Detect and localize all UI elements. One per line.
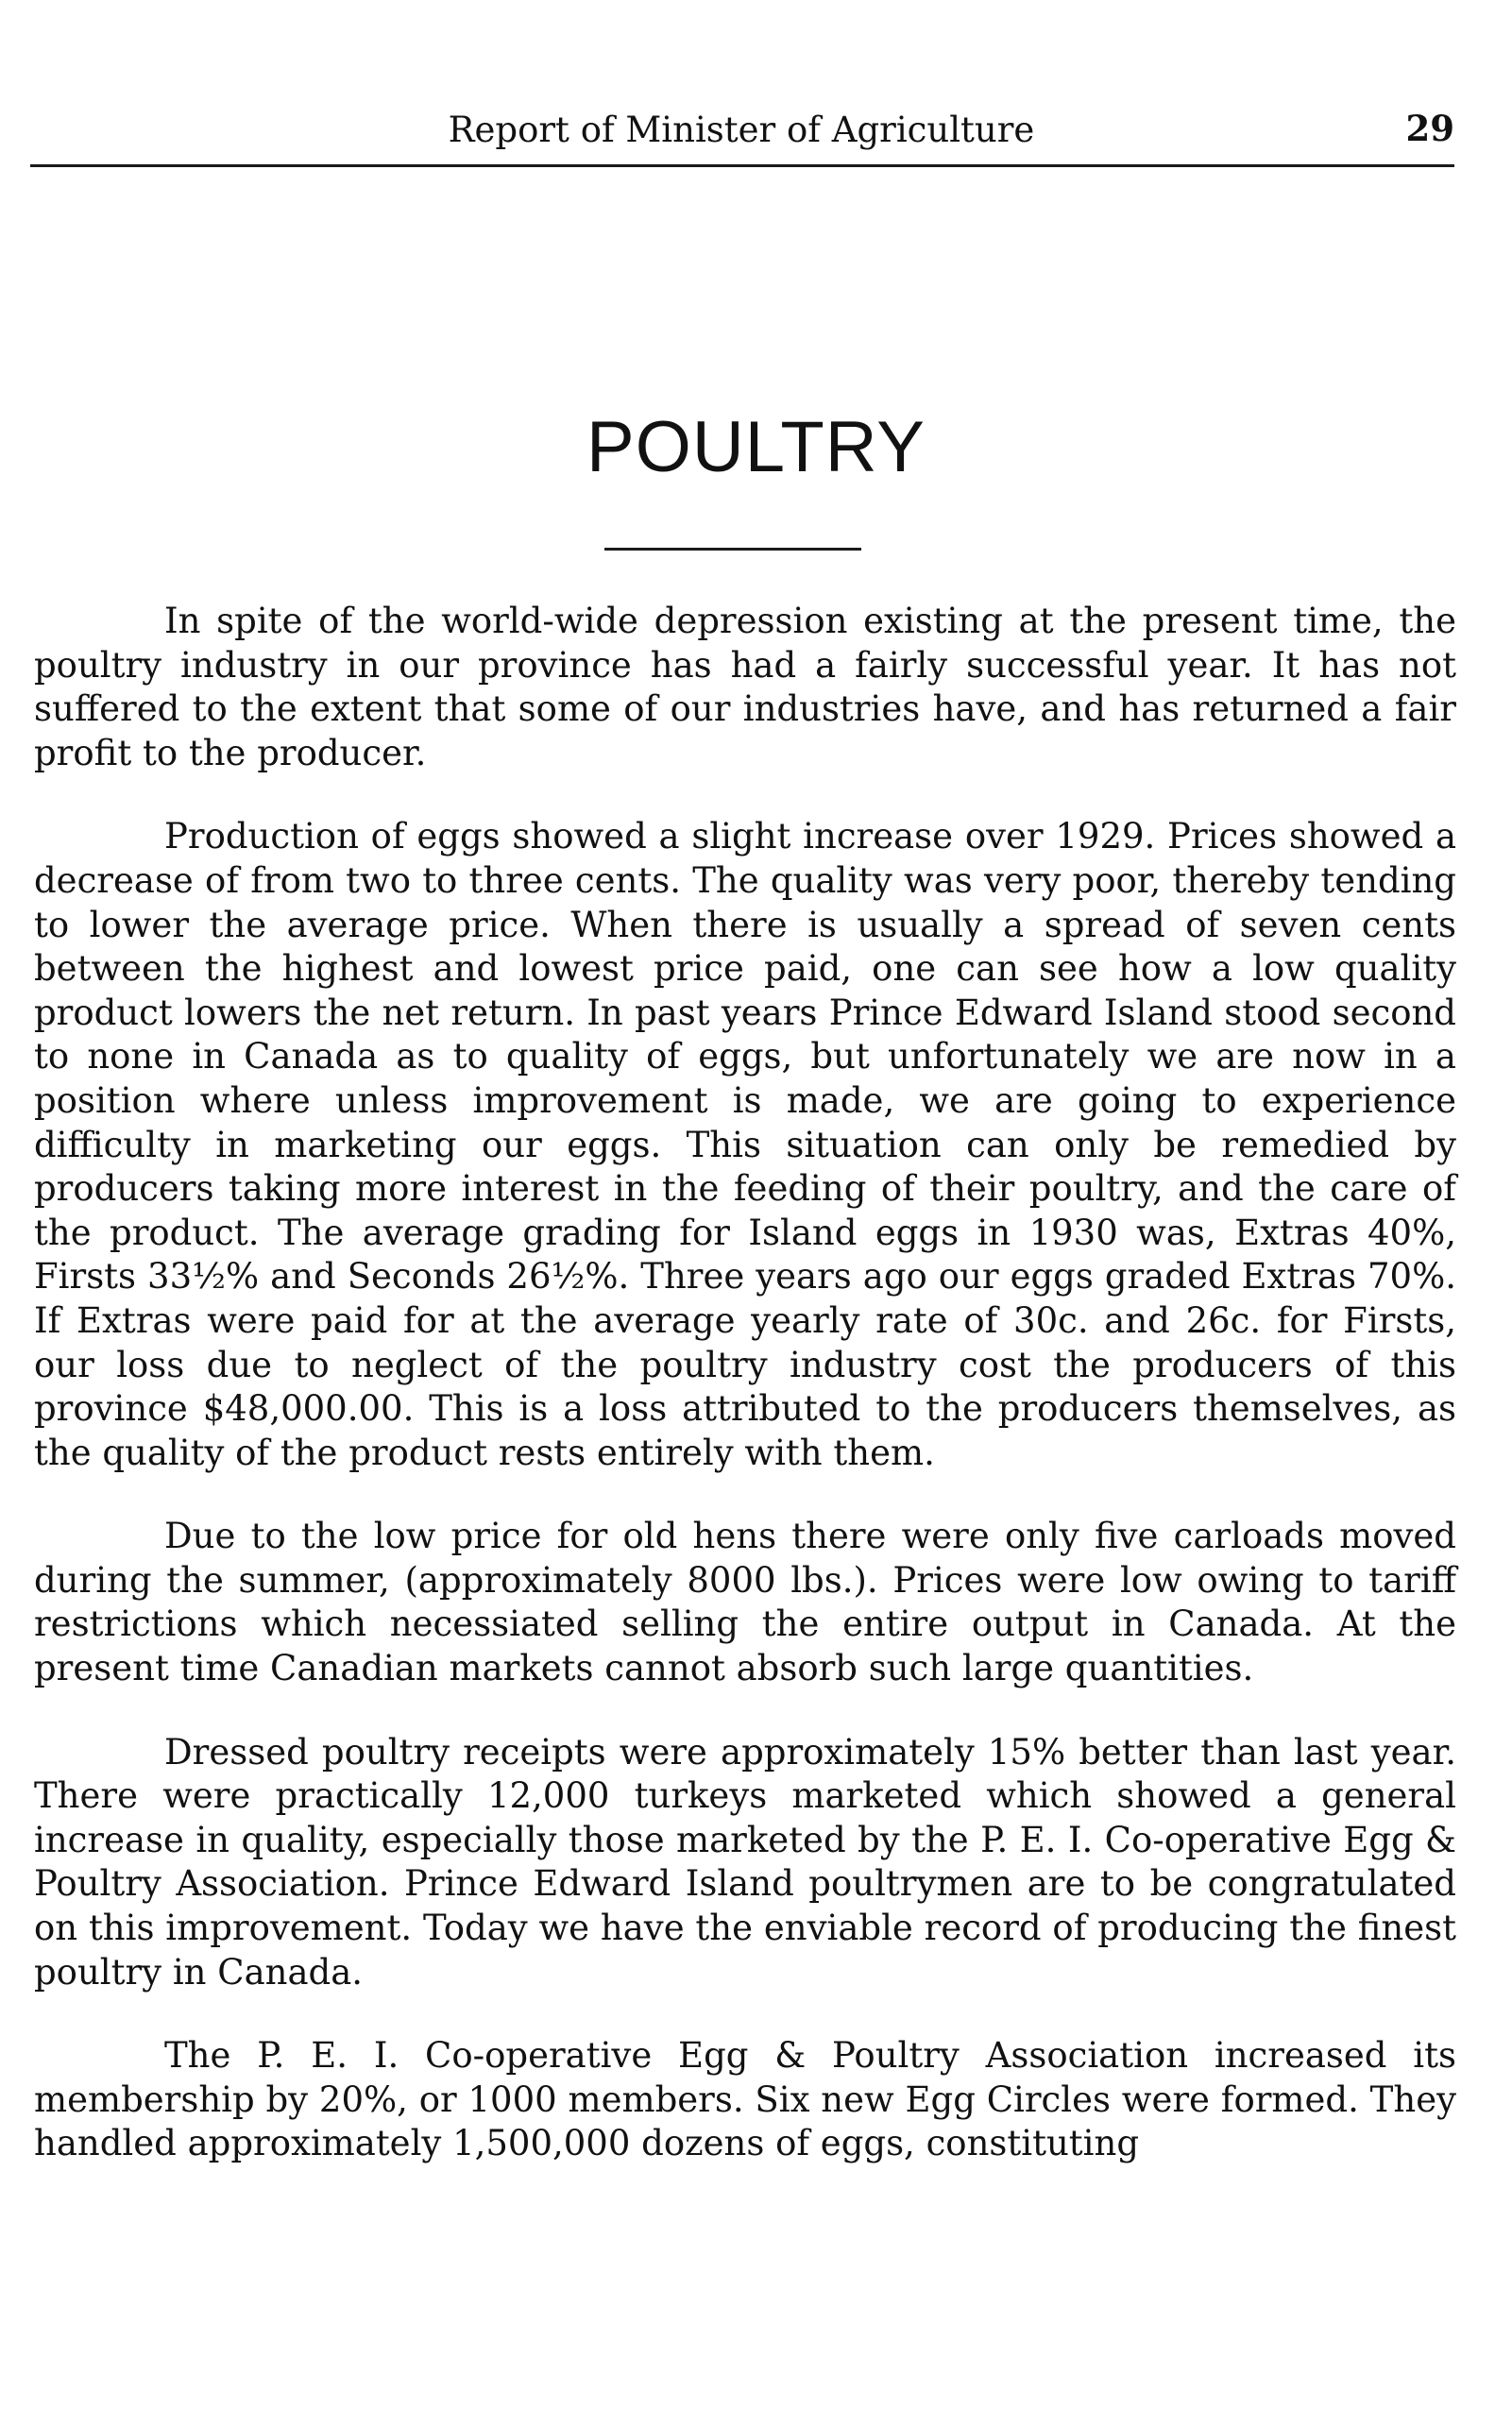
running-title: Report of Minister of Agriculture bbox=[448, 110, 1035, 150]
paragraph-5: The P. E. I. Co-operative Egg & Poultry Association increased its membership by 20%, or 1000 members. Six new Egg Circles were formed. They handled approximately 1,500,000 dozens of eggs, constituting bbox=[34, 2035, 1456, 2164]
title-underline-rule bbox=[604, 548, 861, 551]
paragraph-3: Due to the low price for old hens there were only five carloads moved during the summer, (approximately 8000 lbs.). Prices were low owing to tariff restrictions which necessiated selling the entire output in Canada. At the present time Canadian markets cannot absorb such large quantities. bbox=[34, 1516, 1456, 1689]
paragraph-1: In spite of the world-wide depression existing at the present time, the poultry industry in our province has had a fairly successful year. It has not suffered to the extent that some of our industries have, and has returned a fair profit to the producer. bbox=[34, 601, 1456, 773]
running-header bbox=[28, 104, 1454, 159]
paragraph-4: Dressed poultry receipts were approximately 15% better than last year. There were practically 12,000 turkeys marketed which showed a general increase in quality, especially those marketed by the P. E. I. Co-operative Egg & Poultry Association. Prince Edward Island poultrymen are to be congratulated on this improvement. Today we have the enviable record of producing the finest poultry in Canada. bbox=[34, 1731, 1456, 1993]
section-title: POULTRY bbox=[586, 407, 926, 487]
page-number: 29 bbox=[1405, 108, 1454, 149]
paragraph-2: Production of eggs showed a slight increase over 1929. Prices showed a decrease of from two to three cents. The quality was very poor, thereby tending to lower the average price. When there is usually a spread of seven cents between the highest and lowest price paid, one can see how a low quality product lowers the net return. In past years Prince Edward Island stood second to none in Canada as to quality of eggs, but unfortunately we are now in a position where unless improvement is made, we are going to experience difficulty in marketing our eggs. This situation can only be remedied by producers taking more interest in the feeding of their poultry, and the care of the product. The average grading for Island eggs in 1930 was, Extras 40%, Firsts 33½% and Seconds 26½%. Three years ago our eggs graded Extras 70%. If Extras were paid for at the average yearly rate of 30c. and 26c. for Firsts, our loss due to neglect of the poultry industry cost the producers of this province $48,000.00. This is a loss attributed to the producers themselves, as the quality of the product rests entirely with them. bbox=[34, 816, 1456, 1473]
body-text bbox=[34, 600, 1456, 2206]
header-rule bbox=[30, 164, 1454, 167]
